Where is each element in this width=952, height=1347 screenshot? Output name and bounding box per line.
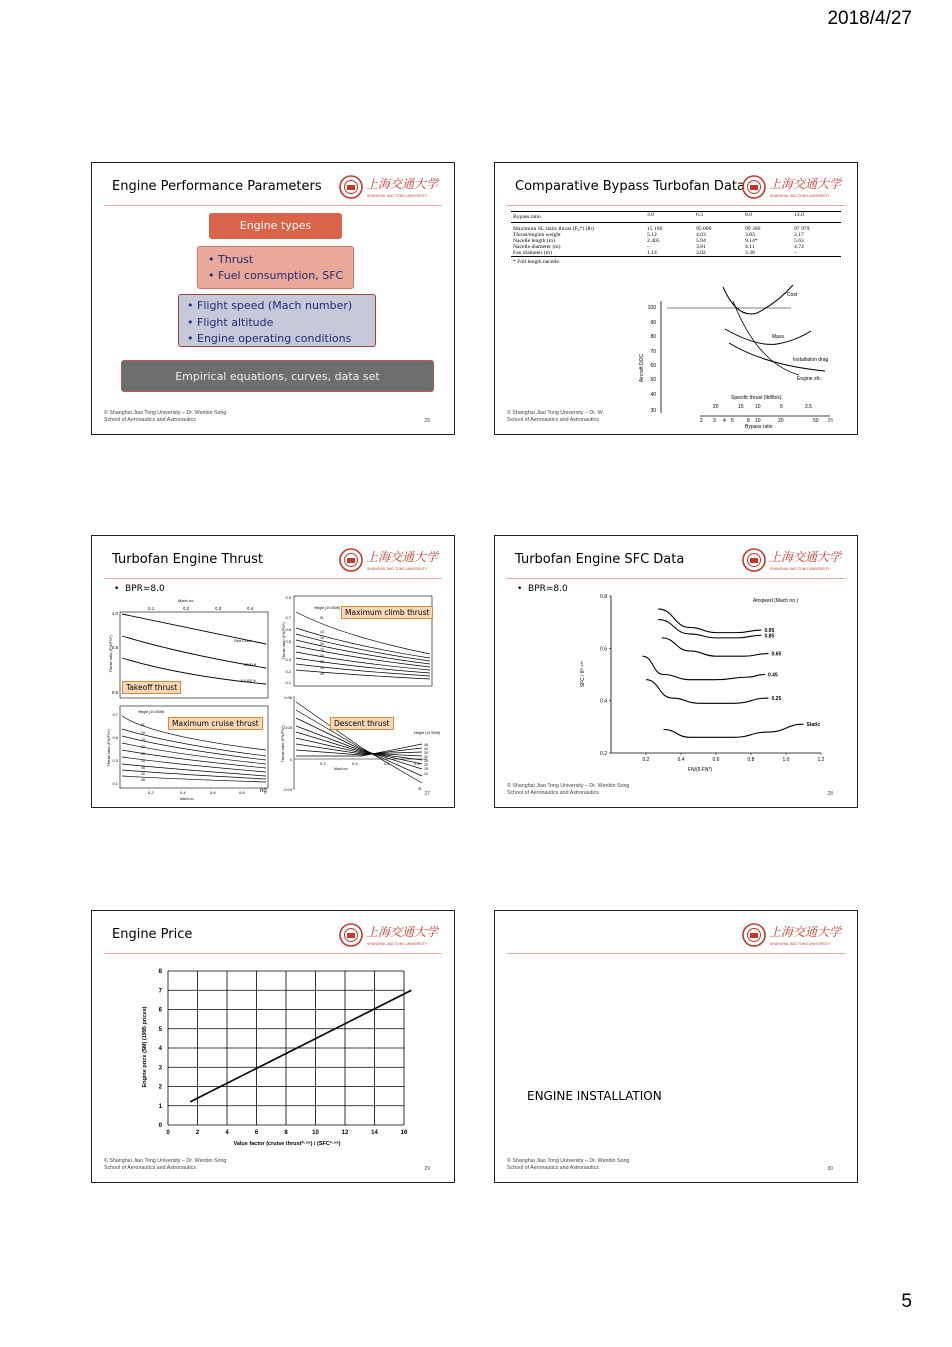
sfc-series-line <box>643 656 766 680</box>
table-header: 6.5 <box>696 212 703 218</box>
takeoff-y-tick: 0.6 <box>111 690 118 695</box>
y-tick-label: 7 <box>158 988 162 995</box>
slide-number: 30 <box>827 1166 833 1172</box>
slide-title: Engine Performance Parameters <box>112 179 322 194</box>
climb-y-tick: 0.5 <box>285 639 291 644</box>
descent-legend: SL <box>418 787 423 791</box>
y-tick-label: 0 <box>158 1123 162 1129</box>
slide-number: 25 <box>424 418 430 424</box>
table-row: Nacelle diameter (m) – 3.81 4.11 4.74 <box>513 243 804 250</box>
table-header: 8.0 <box>745 212 752 218</box>
y-tick: 90 <box>650 320 656 326</box>
descent-y-tick: 0 <box>289 757 292 762</box>
table-row: Thrust/engine weight 5.12 4.03 3.83 3.17 <box>513 231 804 238</box>
descent-x-label: Mach no. <box>334 767 349 771</box>
slide-30 <box>494 910 858 1183</box>
cruise-legend: 30 <box>141 759 145 763</box>
bullet-altitude: • Flight altitude <box>187 315 375 332</box>
empirical-box: Empirical equations, curves, data set <box>121 360 434 392</box>
takeoff-y-tick: 1.0 <box>111 611 118 616</box>
curve-label: Engine sfc. <box>797 376 822 382</box>
descent-x-tick: 0.6 <box>384 761 390 766</box>
descent-legend: 35 <box>424 751 428 755</box>
slide-number: 28 <box>827 791 833 797</box>
y-tick: 30 <box>650 408 656 414</box>
climb-legend: 35 <box>320 660 324 664</box>
bullet-flight-speed: • Flight speed (Mach number) <box>187 298 375 315</box>
flight-conditions-box <box>178 294 376 347</box>
slide-28 <box>494 535 858 808</box>
sfc-x-label: FN/(δ.FN*) <box>687 767 713 773</box>
top-axis-label: Specific thrust (lbf/lb/s) <box>731 395 782 401</box>
slide-title: Turbofan Engine Thrust <box>112 552 263 567</box>
x-tick-label: 10 <box>312 1130 319 1136</box>
takeoff-label: Takeoff thrust <box>122 681 181 694</box>
takeoff-x-tick: 0.4 <box>247 606 254 611</box>
descent-legend: 10 <box>424 772 428 776</box>
descent-y-label: Thrust ratio (FN/FN*) <box>280 725 285 763</box>
cruise-x-tick: 0.6 <box>210 790 216 795</box>
descent-x-tick: 0.4 <box>352 761 358 766</box>
x-tick-label: 0.8 <box>747 757 755 763</box>
top-tick: 10 <box>755 404 761 410</box>
descent-legend: 20 <box>424 763 428 767</box>
descent-legend-title: Height (10 000ft) <box>414 731 441 735</box>
x-tick: 10 <box>755 418 761 424</box>
takeoff-x-tick: 0.2 <box>183 606 190 611</box>
takeoff-curve-label: 10 000 ft <box>240 678 256 683</box>
cruise-x-tick: 0.2 <box>148 790 154 795</box>
logo-text: 上海交通大学 <box>366 925 439 939</box>
curve-label: Installation drag <box>793 357 829 363</box>
table-row: Fan diameter (m) 1.14 3.02 3.38 – <box>511 250 841 257</box>
sfc-series-line <box>664 724 804 737</box>
table-header: 3.0 <box>647 212 654 218</box>
x-tick-label: 0.6 <box>712 757 720 763</box>
logo-subtext: SHANGHAI JIAO TONG UNIVERSITY <box>770 942 830 946</box>
curve-label: Mass <box>772 334 784 340</box>
slide-footer: © Shanghai Jiao Tong University – Dr. Wenbin Song School of Aeronautics and Astronautics <box>104 1158 227 1171</box>
takeoff-curve-label: Sea Level <box>234 638 252 643</box>
sfc-series-line <box>658 609 761 633</box>
doc-bypass-chart <box>495 163 858 435</box>
cruise-legend: SL <box>141 723 146 727</box>
slide-29 <box>91 910 455 1183</box>
cruise-legend-title: Height (10 000ft) <box>138 710 165 714</box>
sfc-series-line <box>658 620 761 638</box>
bullet-operating-conditions: • Engine operating conditions <box>187 331 375 348</box>
slide-25 <box>91 162 455 435</box>
logo-text: 上海交通大学 <box>769 550 842 564</box>
slide-footer: © Shanghai Jiao Tong University – Dr. Wenbin Song School of Aeronautics and Astronautics <box>507 1158 630 1171</box>
table-row: Maximum SL static thrust (F₀*) (lb) 15 100 95 000 99 300 97 979 <box>513 225 810 232</box>
y-tick-label: 5 <box>158 1026 162 1033</box>
table-row: Nacelle length (m) 2.405 5.94 9.14* 5.63 <box>513 237 804 244</box>
climb-legend: 20 <box>320 642 324 646</box>
climb-legend: 45 <box>320 672 324 676</box>
descent-legend: 15 <box>424 767 428 771</box>
top-tick: 15 <box>738 404 744 410</box>
descent-x-tick: 0.2 <box>320 761 326 766</box>
logo-subtext: SHANGHAI JIAO TONG UNIVERSITY <box>367 194 427 198</box>
sfc-series-label: 0.95 <box>764 628 775 635</box>
climb-legend: SL <box>320 616 325 620</box>
slide-footer: © Shanghai Jiao Tong University – Dr. W School of Aeronautics and Astronautics <box>507 410 603 423</box>
climb-y-tick: 0.3 <box>285 657 291 662</box>
page-date: 2018/4/27 <box>827 8 912 29</box>
cruise-y-tick: 0.1 <box>112 781 118 786</box>
slide-title: Turbofan Engine SFC Data <box>515 552 685 567</box>
slide-footer: © Shanghai Jiao Tong University – Dr. Wenbin Song School of Aeronautics and Astronautics <box>507 783 630 796</box>
y-tick: 40 <box>650 392 656 398</box>
table-header: 13.0 <box>794 212 804 218</box>
y-tick-label: 0.4 <box>600 698 607 705</box>
y-tick-label: 0.6 <box>600 646 607 653</box>
takeoff-top-axis: Mach no. <box>178 598 195 603</box>
cruise-legend: 20 <box>141 745 145 749</box>
cruise-legend: 10 <box>141 731 145 735</box>
x-tick: 4 <box>723 418 726 424</box>
sfc-series-label: 0.45 <box>768 672 778 679</box>
cruise-y-tick: 0.5 <box>112 735 118 740</box>
y-tick-label: 0.8 <box>600 594 607 600</box>
x-tick-label: 6 <box>254 1130 259 1136</box>
descent-y-tick: 0.04 <box>284 725 292 730</box>
table-note: * Full length nacelle. <box>513 258 561 265</box>
slide-27 <box>91 535 455 808</box>
climb-y-tick: 0.2 <box>285 669 291 674</box>
climb-y-tick: 0.1 <box>285 680 291 685</box>
takeoff-y-label: Thrust ratio (FN/FN*) <box>108 635 113 673</box>
x-tick: 20 <box>778 418 784 424</box>
logo-text: 上海交通大学 <box>769 925 842 939</box>
x-tick-label: 8 <box>284 1130 288 1136</box>
descent-y-tick: -0.04 <box>282 787 292 792</box>
logo-text: 上海交通大学 <box>366 550 439 564</box>
table-header: Bypass ratio <box>513 214 541 220</box>
x-tick-label: 1.2 <box>817 757 825 763</box>
x-tick-label: 0.2 <box>642 757 650 763</box>
x-tick: 50 <box>813 418 819 424</box>
bullet-thrust: • Thrust <box>208 252 353 268</box>
sjtu-logo <box>338 173 442 203</box>
price-y-label: Engine price ($M) (1995 prices) <box>142 1006 148 1088</box>
climb-y-tick: 0.6 <box>285 627 291 632</box>
descent-label: Descent thrust <box>330 717 394 730</box>
sfc-y-label: SFC / θ⁰·⁴²⁵ <box>580 660 586 688</box>
thrust-charts <box>92 536 455 808</box>
descent-legend: 40 <box>424 747 428 751</box>
y-tick-label: 2 <box>158 1084 162 1091</box>
logo-subtext: SHANGHAI JIAO TONG UNIVERSITY <box>367 567 427 571</box>
cruise-legend: 25 <box>141 752 145 756</box>
sfc-chart <box>495 536 858 808</box>
climb-legend: 25 <box>320 648 324 652</box>
climb-legend: 40 <box>320 666 324 670</box>
x-axis-label: Bypass ratio <box>745 424 773 430</box>
top-tick: 2.5 <box>805 404 812 410</box>
y-tick: 50 <box>650 377 656 383</box>
y-tick-label: 6 <box>158 1007 162 1014</box>
cruise-label: Maximum cruise thrust <box>168 717 263 730</box>
climb-legend: 15 <box>320 636 324 640</box>
y-tick: 80 <box>650 334 656 340</box>
sfc-series-line <box>646 680 769 704</box>
engine-types-box: Engine types <box>209 213 342 239</box>
sfc-series-label: 0.65 <box>771 651 782 658</box>
climb-legend: 30 <box>320 654 324 658</box>
y-tick-label: 8 <box>158 969 162 975</box>
sfc-series-line <box>662 638 769 656</box>
x-tick-label: 16 <box>400 1130 408 1136</box>
cruise-y-tick: 0.7 <box>112 712 118 717</box>
cruise-y-tick: 0.3 <box>112 758 118 763</box>
logo-subtext: SHANGHAI JIAO TONG UNIVERSITY <box>367 942 427 946</box>
price-chart <box>92 911 455 1183</box>
descent-legend: 30 <box>424 755 428 759</box>
installation-drag-curve <box>725 329 811 344</box>
y-tick-label: 1 <box>158 1103 162 1110</box>
top-tick: 20 <box>713 404 719 410</box>
y-tick-label: 0.2 <box>600 751 607 757</box>
y-tick-label: 3 <box>158 1065 162 1072</box>
climb-label: Maximum climb thrust <box>341 606 433 619</box>
logo-text: 上海交通大学 <box>769 177 842 191</box>
cruise-cut-text: ng <box>260 788 267 794</box>
sfc-legend-title: Airspeed (Mach no.) <box>753 598 799 604</box>
logo-subtext: SHANGHAI JIAO TONG UNIVERSITY <box>770 567 830 571</box>
page-number: 5 <box>901 1291 912 1312</box>
x-tick: 5 <box>731 418 734 424</box>
takeoff-x-tick: 0.3 <box>215 606 222 611</box>
y-tick-label: 4 <box>158 1046 162 1052</box>
top-tick: 5 <box>780 404 783 410</box>
slide-number: 27 <box>424 791 430 797</box>
section-heading: ENGINE INSTALLATION <box>527 1089 662 1103</box>
takeoff-x-tick: 0.1 <box>148 606 155 611</box>
bullet-sfc: • Fuel consumption, SFC <box>208 268 353 284</box>
descent-legend: 25 <box>424 759 428 763</box>
bpr-bullet: • BPR=8.0 <box>517 584 568 594</box>
x-tick: 8 <box>747 418 750 424</box>
x-tick-label: 14 <box>371 1130 378 1136</box>
title-rule <box>104 205 442 206</box>
slide-26 <box>494 162 858 435</box>
sfc-series-label: Static <box>806 722 821 729</box>
cruise-legend: 15 <box>141 738 145 742</box>
y-tick: 60 <box>650 363 656 369</box>
thrust-sfc-box <box>197 246 354 289</box>
descent-legend: 45 <box>424 743 428 747</box>
logo-subtext: SHANGHAI JIAO TONG UNIVERSITY <box>770 194 830 198</box>
descent-y-tick: 0.06 <box>284 695 292 700</box>
y-axis-label: Aircraft DOC <box>639 353 645 383</box>
bpr-bullet: • BPR=8.0 <box>114 584 165 594</box>
x-tick-label: 2 <box>195 1130 200 1136</box>
climb-y-label: Thrust ratio (FN/FN*) <box>281 622 286 660</box>
price-x-label: Value factor (cruise thrust⁰·⁸⁸) / (SFC²·⁵⁸) <box>233 1141 341 1147</box>
climb-legend-title: Height (10 000ft) <box>314 606 341 610</box>
price-trend-line <box>190 990 411 1102</box>
y-tick: 100 <box>647 305 656 311</box>
climb-legend: 10 <box>320 630 324 634</box>
slide-title: Comparative Bypass Turbofan Data <box>515 179 745 194</box>
cruise-legend: 35 <box>141 766 145 770</box>
y-tick: 70 <box>650 349 656 355</box>
cruise-x-label: Mach no. <box>180 797 195 801</box>
sfc-series-label: 0.25 <box>771 696 782 703</box>
x-tick: 3 <box>713 418 716 424</box>
slide-footer: © Shanghai Jiao Tong University – Dr. Wenbin Song School of Aeronautics and Astronautics <box>104 410 227 423</box>
title-rule <box>507 953 845 954</box>
slide-number: 29 <box>424 1166 430 1172</box>
sfc-series-label: 0.85 <box>764 633 775 640</box>
cruise-legend: 40 <box>141 772 145 776</box>
cruise-x-tick: 0.4 <box>180 790 186 795</box>
x-tick-label: 0 <box>166 1130 170 1136</box>
x-tick-label: 1.0 <box>782 757 790 763</box>
cruise-x-tick: 0.8 <box>239 790 245 795</box>
cruise-legend: 45 <box>141 778 145 782</box>
slide-title: Engine Price <box>112 927 193 942</box>
takeoff-curve-label: 5000 ft <box>244 662 257 667</box>
logo-text: 上海交通大学 <box>366 177 439 191</box>
cruise-y-label: Thrust ratio (FN/FN*) <box>106 729 111 767</box>
climb-y-tick: 0.7 <box>285 615 291 620</box>
x-tick-label: 0.4 <box>677 757 685 763</box>
x-tick-label: 4 <box>225 1130 229 1136</box>
cost-curve <box>723 285 793 314</box>
descent-x-tick: 0.8 <box>414 761 420 766</box>
climb-y-tick: 0.9 <box>285 595 291 600</box>
slide-number: 26 <box>827 418 833 424</box>
curve-label: Cost <box>787 292 798 298</box>
takeoff-y-tick: 0.8 <box>111 645 118 650</box>
sjtu-logo <box>741 921 845 951</box>
x-tick-label: 12 <box>341 1130 349 1136</box>
x-tick: 2 <box>700 418 703 424</box>
